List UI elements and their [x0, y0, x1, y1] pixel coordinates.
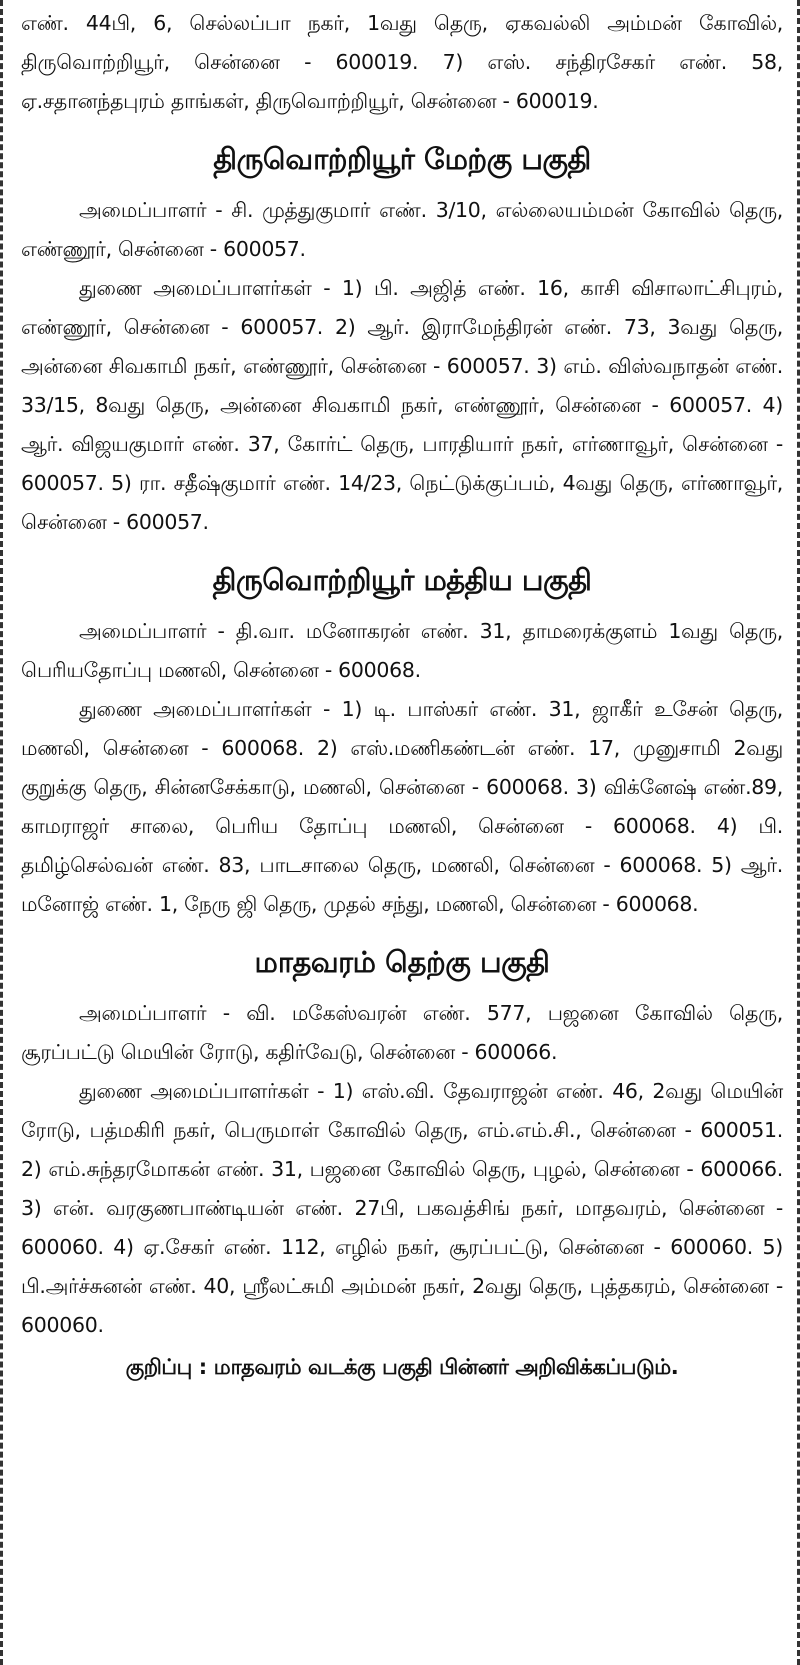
- section-madhavaram-south: [21, 940, 783, 1345]
- intro-paragraph: எண். 44பி, 6, செல்லப்பா நகர், 1வது தெரு, ஏகவல்லி அம்மன் கோவில், திருவொற்றியூர், சென்னை - 600019. 7) எஸ். சந்திரசேகர் எண். 58, ஏ.சதானந்தபுரம் தாங்கள், திருவொற்றியூர், சென்னை - 600019.: [21, 11, 783, 113]
- deputies-paragraph: துணை அமைப்பாளர்கள் - 1) பி. அஜித் எண். 16, காசி விசாலாட்சிபுரம், எண்ணூர், சென்னை - 600057. 2) ஆர். இராமேந்திரன் எண். 73, 3வது தெரு, அன்னை சிவகாமி நகர், எண்ணூர், சென்னை - 600057. 3) எம். விஸ்வநாதன் எண். 33/15, 8வது தெரு, அன்னை சிவகாமி நகர், எண்ணூர், சென்னை - 600057. 4) ஆர். விஜயகுமார் எண். 37, கோர்ட் தெரு, பாரதியார் நகர், எர்ணாவூர், சென்னை - 600057. 5) ரா. சதீஷ்குமார் எண். 14/23, நெட்டுக்குப்பம், 4வது தெரு, எர்ணாவூர், சென்னை - 600057.: [21, 276, 783, 534]
- deputies-paragraph: துணை அமைப்பாளர்கள் - 1) எஸ்.வி. தேவராஜன் எண். 46, 2வது மெயின் ரோடு, பத்மகிரி நகர், பெருமாள் கோவில் தெரு, எம்.எம்.சி., சென்னை - 600051. 2) எம்.சுந்தரமோகன் எண். 31, பஜனை கோவில் தெரு, புழல், சென்னை - 600066. 3) என். வரகுணபாண்டியன் எண். 27பி, பகவத்சிங் நகர், மாதவரம், சென்னை - 600060. 4) ஏ.சேகர் எண். 112, எழில் நகர், சூரப்பட்டு, சென்னை - 600060. 5) பி.அர்ச்சுனன் எண். 40, ஸ்ரீலட்சுமி அம்மன் நகர், 2வது தெரு, புத்தகரம், சென்னை - 600060.: [21, 1079, 783, 1337]
- section-thiruvottiyur-west: [21, 137, 783, 542]
- organizer-paragraph: அமைப்பாளர் - வி. மகேஸ்வரன் எண். 577, பஜனை கோவில் தெரு, சூரப்பட்டு மெயின் ரோடு, கதிர்வேடு, சென்னை - 600066.: [21, 1001, 783, 1064]
- note-line: குறிப்பு : மாதவரம் வடக்கு பகுதி பின்னர் அறிவிக்கப்படும்.: [125, 1355, 679, 1379]
- organizer-paragraph: அமைப்பாளர் - தி.வா. மனோகரன் எண். 31, தாமரைக்குளம் 1வது தெரு, பெரியதோப்பு மணலி, சென்னை - 600068.: [21, 619, 783, 682]
- section-heading: திருவொற்றியூர் மேற்கு பகுதி: [213, 142, 591, 176]
- deputies-paragraph: துணை அமைப்பாளர்கள் - 1) டி. பாஸ்கர் எண். 31, ஜாகீர் உசேன் தெரு, மணலி, சென்னை - 600068. 2) எஸ்.மணிகண்டன் எண். 17, முனுசாமி 2வது குறுக்கு தெரு, சின்னசேக்காடு, மணலி, சென்னை - 600068. 3) விக்னேஷ் எண்.89, காமராஜர் சாலை, பெரிய தோப்பு மணலி, சென்னை - 600068. 4) பி. தமிழ்செல்வன் எண். 83, பாடசாலை தெரு, மணலி, சென்னை - 600068. 5) ஆர். மனோஜ் எண். 1, நேரு ஜி தெரு, முதல் சந்து, மணலி, சென்னை - 600068.: [21, 697, 783, 916]
- section-heading: மாதவரம் தெற்கு பகுதி: [254, 945, 550, 979]
- organizer-paragraph: அமைப்பாளர் - சி. முத்துகுமார் எண். 3/10, எல்லையம்மன் கோவில் தெரு, எண்ணூர், சென்னை - 600057.: [21, 198, 783, 261]
- section-thiruvottiyur-central: [21, 558, 783, 924]
- section-heading: திருவொற்றியூர் மத்திய பகுதி: [212, 563, 592, 597]
